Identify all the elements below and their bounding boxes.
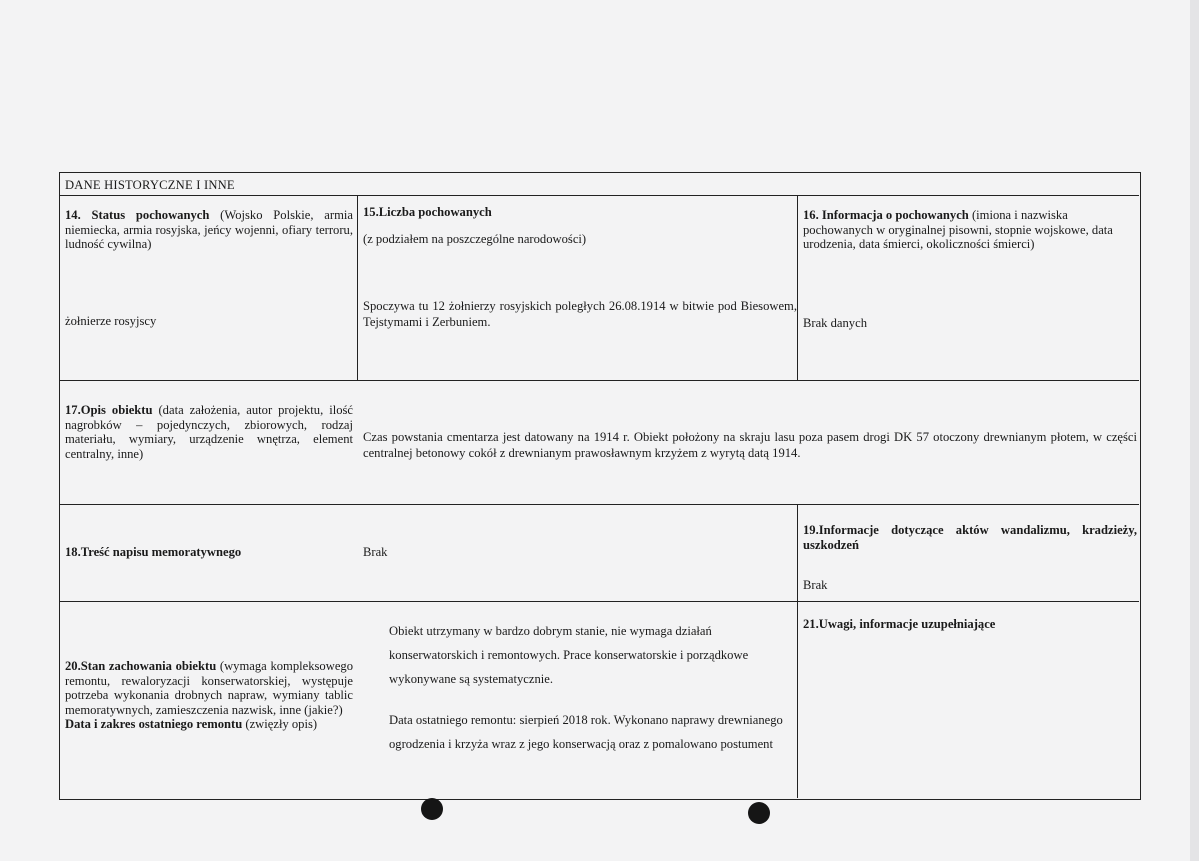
field-18-value: Brak <box>363 545 388 559</box>
field-17-value: Czas powstania cmentarza jest datowany na 1914 r. Obiekt położony na skraju lasu poza pasem drogi DK 57 otoczony drewnianym płotem, w części centralnej betonowy cokół z drewnianym prawosławnym krzyżem z wyrytą datą 1914. <box>363 430 1137 460</box>
field-20-value-paragraph: Data ostatniego remontu: sierpień 2018 rok. Wykonano naprawy drewnianego ogrodzenia i krzyża wraz z jego konserwacją oraz z pomalowano postument <box>389 713 783 751</box>
divider <box>60 601 1139 602</box>
field-17-label: 17.Opis obiektu (data założenia, autor projektu, ilość nagrobków – pojedynczych, zbiorowych, rodzaj materiału, wymiary, urządzenie wnętrza, element centralny, inne) <box>65 403 353 461</box>
divider <box>60 380 1139 381</box>
divider <box>797 195 798 380</box>
divider <box>797 504 798 798</box>
punch-hole <box>421 798 443 820</box>
field-20-value-paragraph: Obiekt utrzymany w bardzo dobrym stanie, nie wymaga działań konserwatorskich i remontowych. Prace konserwatorskie i porządkowe wykonywane są systematycznie. <box>389 624 749 686</box>
field-14-value: żołnierze rosyjscy <box>65 314 157 328</box>
field-15-sublabel: (z podziałem na poszczególne narodowości) <box>363 232 587 246</box>
historical-data-form <box>59 172 1141 800</box>
punch-hole <box>748 802 770 824</box>
divider <box>60 195 1139 196</box>
divider <box>60 504 1139 505</box>
field-15-label: 15.Liczba pochowanych <box>363 205 492 219</box>
field-19-value: Brak <box>803 578 828 592</box>
field-14-label: 14. Status pochowanych (Wojsko Polskie, armia niemiecka, armia rosyjska, jeńcy wojenni, ofiary terroru, ludność cywilna) <box>65 208 353 251</box>
field-15-value: Spoczywa tu 12 żołnierzy rosyjskich poległych 26.08.1914 w bitwie pod Biesowem, Tejstymami i Zerbuniem. <box>363 299 797 329</box>
field-16-value: Brak danych <box>803 316 867 330</box>
page-edge-shadow <box>1190 0 1199 861</box>
field-19-label: 19.Informacje dotyczące aktów wandalizmu, kradzieży, uszkodzeń <box>803 523 1137 552</box>
field-21-label: 21.Uwagi, informacje uzupełniające <box>803 617 996 631</box>
section-title: DANE HISTORYCZNE I INNE <box>65 178 235 192</box>
field-18-label: 18.Treść napisu memoratywnego <box>65 545 242 559</box>
field-16-label: 16. Informacja o pochowanych (imiona i nazwiska pochowanych w oryginalnej pisowni, stopnie wojskowe, data urodzenia, data śmierci, okoliczności śmierci) <box>803 208 1113 251</box>
field-20-label: 20.Stan zachowania obiektu (wymaga kompleksowego remontu, rewaloryzacji konserwatorskiej, występuje potrzeba wykonania drobnych napraw, wymiany tablic memoratywnych, zamieszczenia nazwisk, inne (jakie?) Data i zakres ostatniego remontu (zwięzły opis) <box>65 659 353 731</box>
divider <box>357 195 358 380</box>
